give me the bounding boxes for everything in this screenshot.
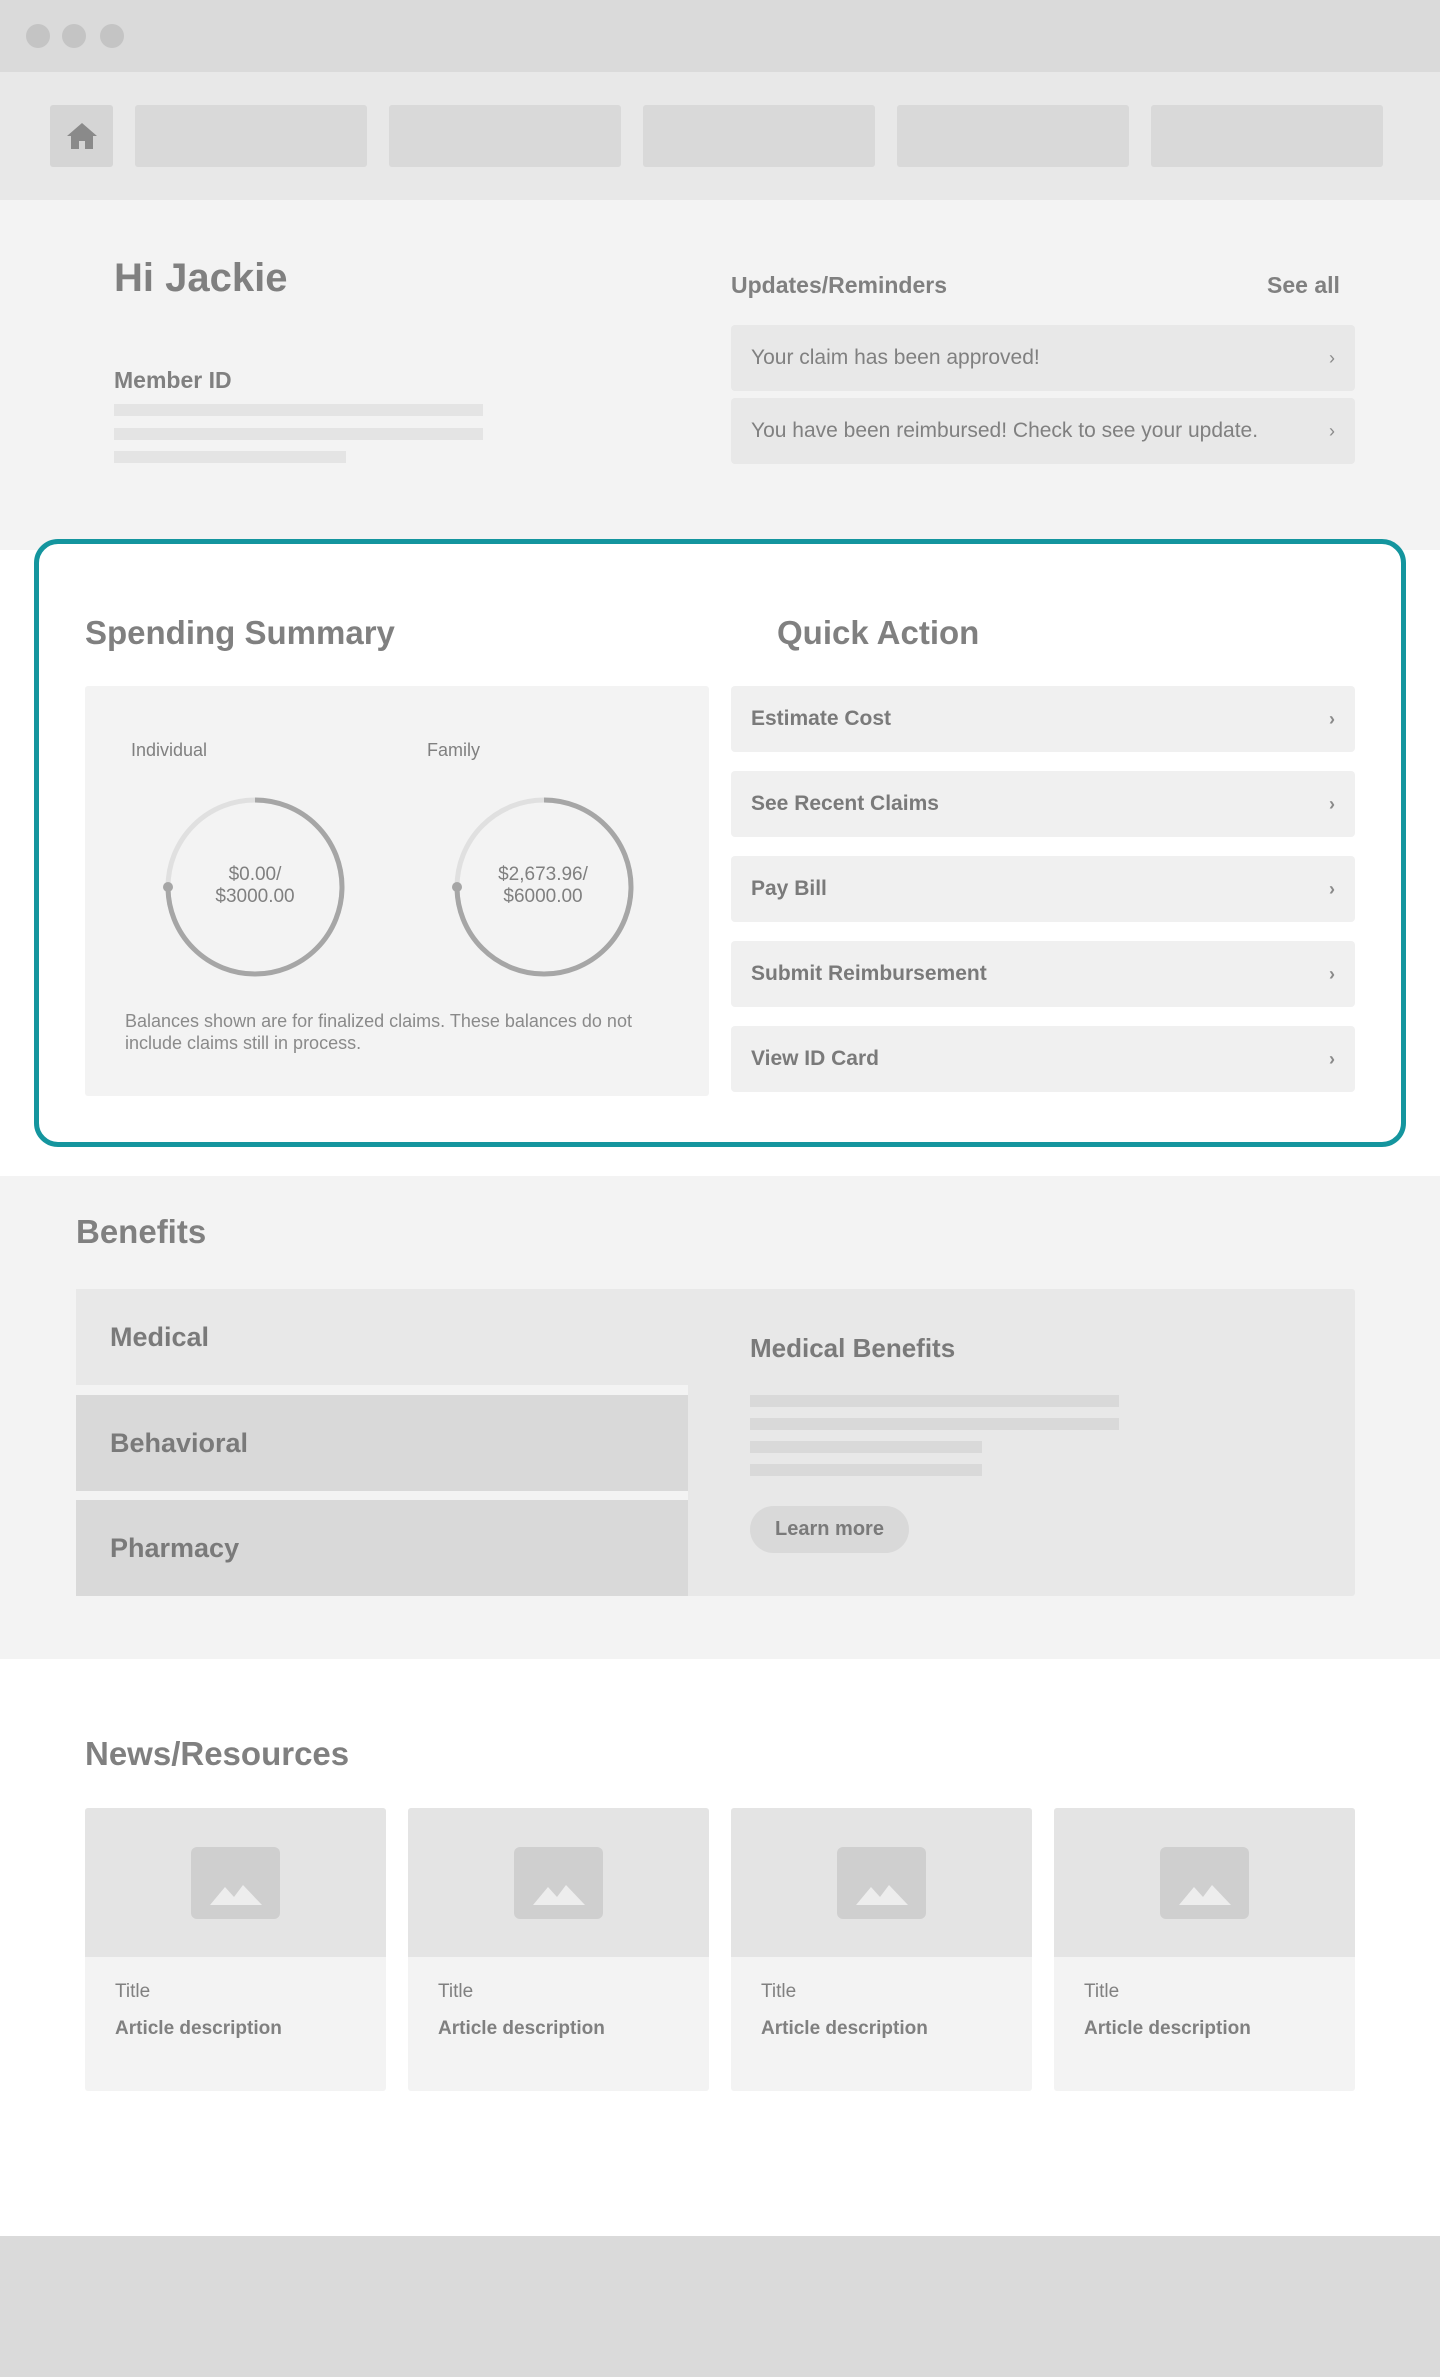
member-id-placeholder-line <box>114 404 483 416</box>
news-card[interactable] <box>85 1808 386 2091</box>
news-resources-title: News/Resources <box>85 1735 350 1772</box>
family-spent: $2,673.96/ <box>498 864 588 885</box>
updates-title: Updates/Reminders <box>731 272 948 298</box>
article-image <box>731 1808 1032 1957</box>
greeting-heading: Hi Jackie <box>114 256 288 300</box>
quick-action-label: See Recent Claims <box>751 792 939 815</box>
quick-action-label: Submit Reimbursement <box>751 962 987 985</box>
chevron-right-icon: › <box>1329 963 1335 984</box>
chevron-right-icon: › <box>1329 878 1335 899</box>
balances-note: Balances shown are for finalized claims. These balances do not include claims still in process. <box>125 1011 632 1053</box>
tab-behavioral[interactable]: Behavioral <box>76 1395 688 1491</box>
window-minimize-dot[interactable] <box>62 24 86 48</box>
tab-pharmacy[interactable]: Pharmacy <box>76 1500 688 1596</box>
article-description: Article description <box>1084 2018 1251 2039</box>
nav-item-4[interactable] <box>897 105 1129 167</box>
quick-action-title: Quick Action <box>777 614 980 651</box>
medical-benefits-title: Medical Benefits <box>750 1333 956 1363</box>
nav-item-2[interactable] <box>389 105 621 167</box>
benefits-placeholder-line <box>750 1418 1119 1430</box>
article-image <box>1054 1808 1355 1957</box>
quick-action-label: Estimate Cost <box>751 707 892 730</box>
ring-knob <box>163 882 173 892</box>
individual-limit: $3000.00 <box>215 886 295 907</box>
family-label: Family <box>427 740 480 760</box>
member-id-label: Member ID <box>114 367 232 393</box>
tab-divider <box>76 1385 688 1395</box>
news-card[interactable] <box>1054 1808 1355 2091</box>
window-maximize-dot[interactable] <box>100 24 124 48</box>
article-title: Title <box>115 1981 151 2002</box>
article-description: Article description <box>115 2018 282 2039</box>
family-limit: $6000.00 <box>503 886 583 907</box>
window-titlebar <box>0 0 1440 72</box>
chevron-right-icon: › <box>1329 708 1335 729</box>
article-title: Title <box>438 1981 474 2002</box>
update-item-text: Your claim has been approved! <box>751 346 1040 369</box>
home-icon <box>66 121 98 151</box>
individual-spent: $0.00/ <box>228 864 282 885</box>
nav-item-5[interactable] <box>1151 105 1383 167</box>
update-item-text: You have been reimbursed! Check to see your update. <box>751 419 1259 442</box>
news-card[interactable] <box>731 1808 1032 2091</box>
image-placeholder-icon <box>191 1847 280 1919</box>
quick-action-label: View ID Card <box>751 1047 879 1070</box>
individual-label: Individual <box>131 740 208 760</box>
page-footer <box>0 2236 1440 2377</box>
member-id-placeholder-line <box>114 451 346 463</box>
learn-more-button[interactable]: Learn more <box>750 1506 909 1553</box>
quick-action-label: Pay Bill <box>751 877 827 900</box>
chevron-right-icon: › <box>1329 347 1335 368</box>
quick-action-view-id-card[interactable] <box>731 1026 1355 1092</box>
individual-amount <box>175 864 335 908</box>
quick-action-estimate-cost[interactable] <box>731 686 1355 752</box>
article-description: Article description <box>438 2018 605 2039</box>
article-description: Article description <box>761 2018 928 2039</box>
nav-item-1[interactable] <box>135 105 367 167</box>
chevron-right-icon: › <box>1329 1048 1335 1069</box>
chevron-right-icon: › <box>1329 420 1335 441</box>
image-placeholder-icon <box>514 1847 603 1919</box>
quick-action-submit-reimbursement[interactable] <box>731 941 1355 1007</box>
spending-summary-title: Spending Summary <box>85 614 395 651</box>
article-image <box>85 1808 386 1957</box>
home-button[interactable] <box>50 105 113 167</box>
quick-action-see-recent-claims[interactable] <box>731 771 1355 837</box>
image-placeholder-icon <box>1160 1847 1249 1919</box>
tab-medical[interactable]: Medical <box>76 1289 688 1385</box>
see-all-link[interactable]: See all <box>1267 272 1340 298</box>
member-id-placeholder-line <box>114 428 483 440</box>
benefits-placeholder-line <box>750 1395 1119 1407</box>
benefits-placeholder-line <box>750 1441 982 1453</box>
image-placeholder-icon <box>837 1847 926 1919</box>
window-close-dot[interactable] <box>26 24 50 48</box>
article-image <box>408 1808 709 1957</box>
news-card[interactable] <box>408 1808 709 2091</box>
update-item[interactable] <box>731 398 1355 464</box>
update-item[interactable] <box>731 325 1355 391</box>
ring-knob <box>452 882 462 892</box>
article-title: Title <box>761 1981 797 2002</box>
nav-item-3[interactable] <box>643 105 875 167</box>
benefits-placeholder-line <box>750 1464 982 1476</box>
chevron-right-icon: › <box>1329 793 1335 814</box>
family-amount <box>463 864 623 908</box>
benefits-title: Benefits <box>76 1213 207 1250</box>
quick-action-pay-bill[interactable] <box>731 856 1355 922</box>
article-title: Title <box>1084 1981 1120 2002</box>
